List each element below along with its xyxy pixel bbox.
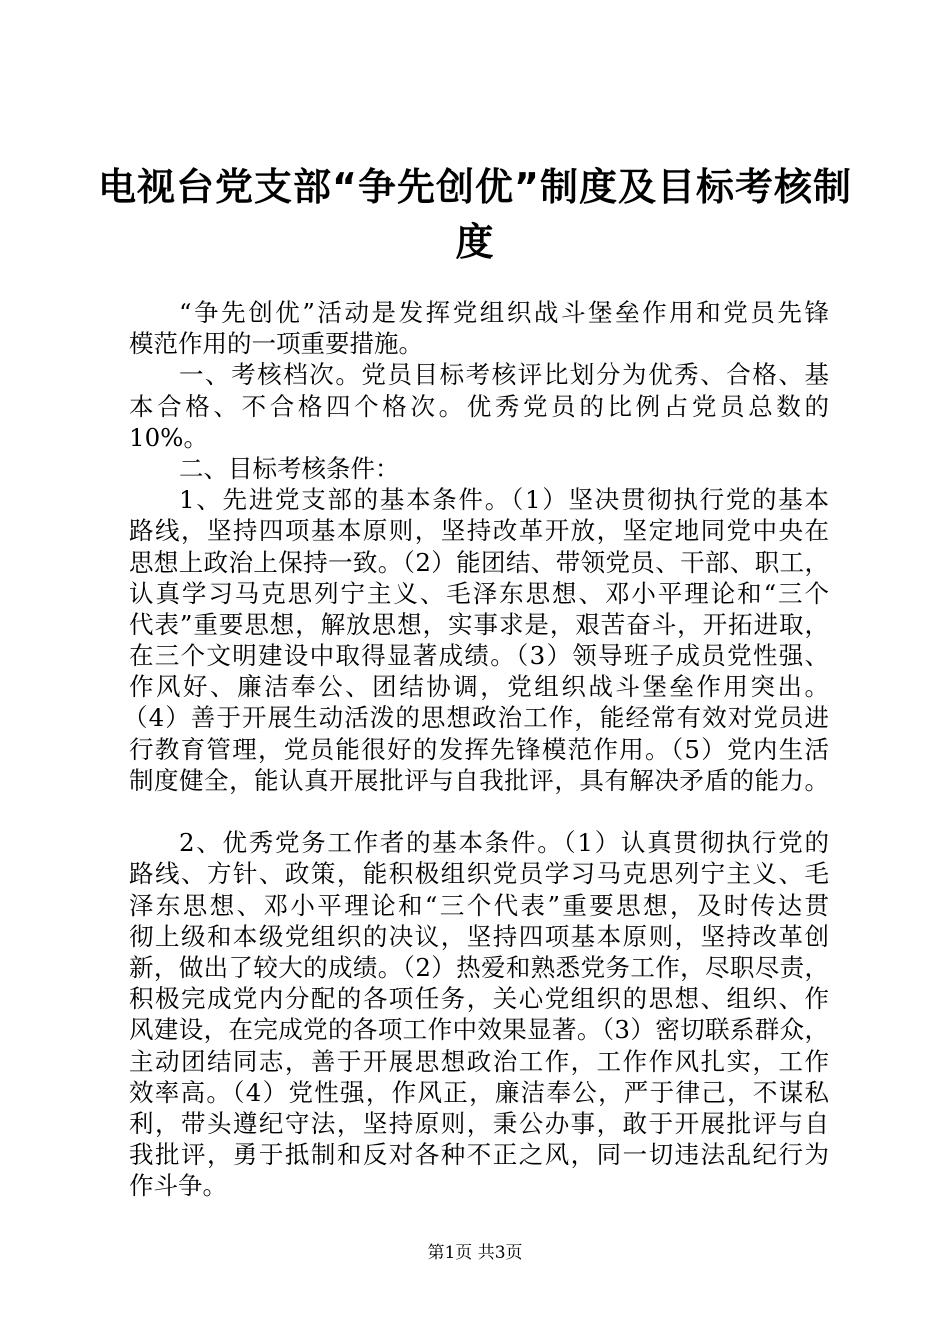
body-line: “争先创优”活动是发挥党组织战斗堡垒作用和党员先锋 — [179, 298, 829, 327]
body-line: 1、先进党支部的基本条件。（1）坚决贯彻执行党的基本 — [179, 485, 829, 515]
body-line: 代表”重要思想，解放思想，实事求是，艰苦奋斗，开拓进取， — [129, 609, 829, 639]
body-line: 一、考核档次。党员目标考核评比划分为优秀、合格、基 — [179, 360, 829, 390]
paragraph-gap — [129, 796, 829, 827]
body-line: 主动团结同志，善于开展思想政治工作，工作作风扎实，工作 — [129, 1046, 829, 1076]
body-line: 二、目标考核条件： — [179, 453, 400, 483]
body-line: 本合格、不合格四个格次。优秀党员的比例占党员总数的 — [129, 391, 829, 421]
body-line: 风建设，在完成党的各项工作中效果显著。（3）密切联系群众， — [129, 1015, 829, 1045]
body-line: 路线、方针、政策，能积极组织党员学习马克思列宁主义、毛 — [129, 859, 829, 889]
body-line: 行教育管理，党员能很好的发挥先锋模范作用。（5）党内生活 — [129, 734, 829, 764]
document-title: 电视台党支部“争先创优”制度及目标考核制 — [98, 165, 852, 209]
document-body — [123, 297, 829, 1201]
body-line: 作斗争。 — [129, 1171, 227, 1201]
body-line: 模范作用的一项重要措施。 — [129, 329, 423, 359]
body-line: 2、优秀党务工作者的基本条件。（1）认真贯彻执行党的 — [179, 828, 829, 858]
document-title-continued: 度 — [455, 220, 495, 264]
body-line: 思想上政治上保持一致。（2）能团结、带领党员、干部、职工， — [129, 547, 829, 577]
body-line: 新，做出了较大的成绩。（2）热爱和熟悉党务工作，尽职尽责， — [129, 952, 829, 982]
body-line: 路线，坚持四项基本原则，坚持改革开放，坚定地同党中央在 — [129, 516, 829, 546]
body-line: （4）善于开展生动活泼的思想政治工作，能经常有效对党员进 — [123, 703, 829, 733]
body-line: 制度健全，能认真开展批评与自我批评，具有解决矛盾的能力。 — [129, 765, 829, 795]
body-line: 我批评，勇于抵制和反对各种不正之风，同一切违法乱纪行为 — [129, 1140, 829, 1170]
page-footer: 第1页 共3页 — [427, 1243, 523, 1263]
body-line: 利，带头遵纪守法，坚持原则，秉公办事，敢于开展批评与自 — [129, 1108, 829, 1138]
body-line: 认真学习马克思列宁主义、毛泽东思想、邓小平理论和“三个 — [129, 578, 829, 608]
body-line: 10%。 — [129, 422, 208, 452]
body-line: 效率高。（4）党性强，作风正，廉洁奉公，严于律己，不谋私 — [129, 1077, 829, 1107]
body-line: 彻上级和本级党组织的决议，坚持四项基本原则，坚持改革创 — [129, 921, 829, 951]
body-line: 作风好、廉洁奉公、团结协调，党组织战斗堡垒作用突出。 — [129, 672, 829, 702]
body-line: 积极完成党内分配的各项任务，关心党组织的思想、组织、作 — [129, 984, 829, 1014]
body-line: 泽东思想、邓小平理论和“三个代表”重要思想，及时传达贯 — [129, 890, 829, 920]
body-line: 在三个文明建设中取得显著成绩。（3）领导班子成员党性强、 — [129, 641, 829, 671]
